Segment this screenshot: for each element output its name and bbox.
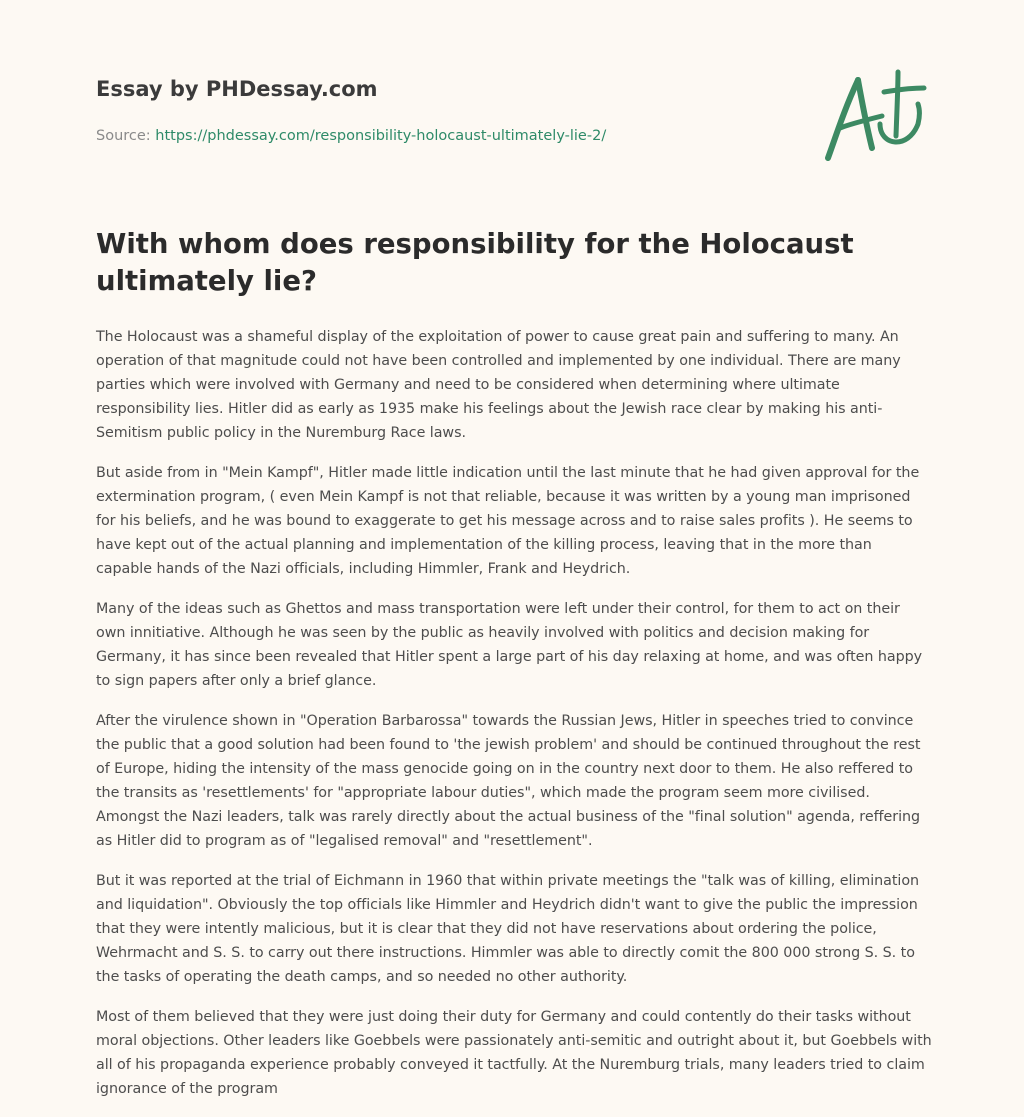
essay-paragraph: Most of them believed that they were just doing their duty for Germany and could contently do their tasks without moral objections. Other leaders like Goebbels were passionately anti-semitic and outright about it, but Goebbels with all of his propaganda experience probably conveyed it tactfully. At the Nuremburg trials, many leaders tried to claim ignorance of the program (96, 1009, 932, 1097)
essay-body (96, 325, 932, 1117)
essay-paragraph: But aside from in "Mein Kampf", Hitler made little indication until the last minute that he had given approval for the extermination program, ( even Mein Kampf is not that reliable, because it was written by a young man imprisoned for his beliefs, and he was bound to exaggerate to get his message across and to raise sales profits ). He seems to have kept out of the actual planning and implementation of the killing process, leaving that in the more than capable hands of the Nazi officials, including Himmler, Frank and Heydrich. (96, 465, 920, 577)
essay-paragraph: The Holocaust was a shameful display of the exploitation of power to cause great pain and suffering to many. An operation of that magnitude could not have been controlled and implemented by one individual. There are many parties which were involved with Germany and need to be considered when determining where ultimate responsibility lies. Hitler did as early as 1935 make his feelings about the Jewish race clear by making his anti-Semitism public policy in the Nuremburg Race laws. (96, 329, 901, 441)
a-plus-logo-svg (822, 66, 932, 166)
site-brand: Essay by PHDessay.com (96, 77, 378, 101)
source-line (96, 126, 796, 146)
essay-header (96, 74, 796, 146)
source-link[interactable]: https://phdessay.com/responsibility-holocaust-ultimately-lie-2/ (155, 128, 607, 144)
source-label: Source: (96, 128, 156, 144)
essay-title: With whom does responsibility for the Holocaust ultimately lie? (96, 228, 854, 297)
essay-paragraph: After the virulence shown in "Operation Barbarossa" towards the Russian Jews, Hitler in speeches tried to convince the public that a good solution had been found to 'the jewish problem' and should be continued throughout the rest of Europe, hiding the intensity of the mass genocide going on in the country next door to them. He also reffered to the transits as 'resettlements' for "appropriate labour duties", which made the program seem more civilised. Amongst the Nazi leaders, talk was rarely directly about the actual business of the "final solution" agenda, reffering as Hitler did to program as of "legalised removal" and "resettlement". (96, 713, 921, 849)
essay-paragraph: But it was reported at the trial of Eichmann in 1960 that within private meetings the "talk was of killing, elimination and liquidation". Obviously the top officials like Himmler and Heydrich didn't want to give the public the impression that they were intently malicious, but it is clear that they did not have reservations about ordering the police, Wehrmacht and S. S. to carry out there instructions. Himmler was able to directly comit the 800 000 strong S. S. to the tasks of operating the death camps, and so needed no other authority. (96, 873, 920, 985)
essay-paragraph: Many of the ideas such as Ghettos and mass transportation were left under their control, for them to act on their own innitiative. Although he was seen by the public as heavily involved with politics and decision making for Germany, it has since been revealed that Hitler spent a large part of his day relaxing at home, and was often happy to sign papers after only a brief glance. (96, 601, 923, 689)
a-plus-grade-icon (822, 66, 932, 166)
